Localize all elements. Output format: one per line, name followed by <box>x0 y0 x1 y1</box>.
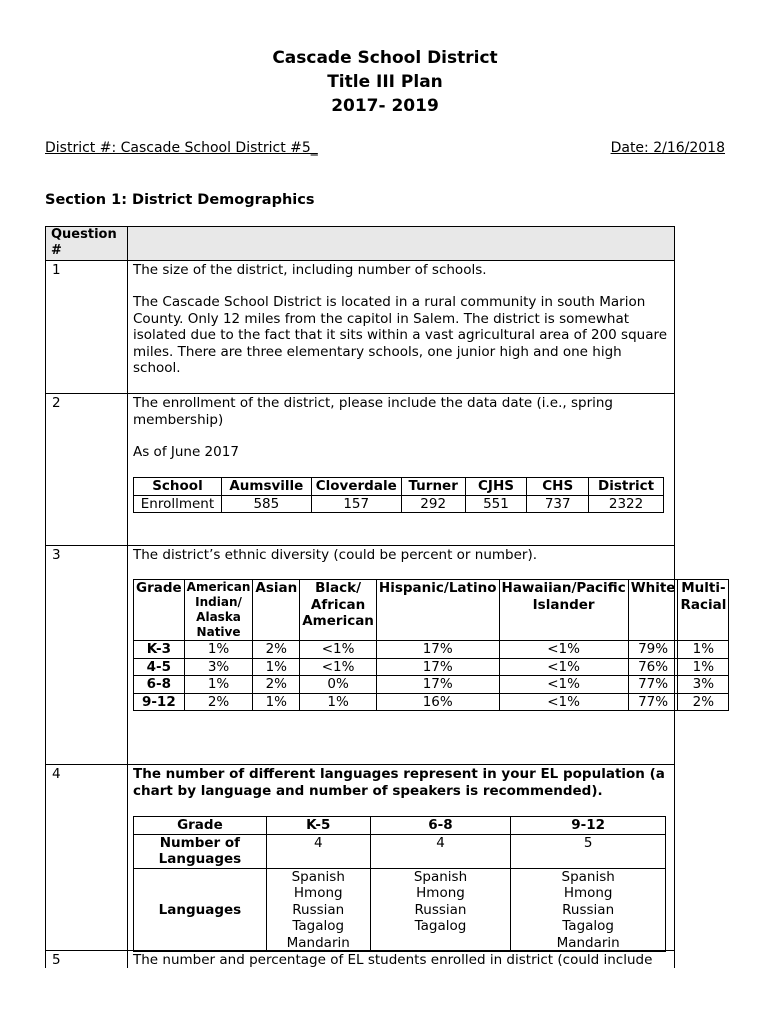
enrollment-table <box>133 477 664 513</box>
header-k5: K-5 <box>266 817 370 835</box>
ethnicity-value: 17% <box>376 641 499 659</box>
language-item: Russian <box>292 901 345 918</box>
header-american-indian: American Indian/ Alaska Native <box>184 580 253 641</box>
languages-list-k5 <box>266 868 370 952</box>
ethnicity-value: 17% <box>376 676 499 694</box>
language-item: Spanish <box>561 868 615 885</box>
document-date: Date: 2/16/2018 <box>610 140 725 156</box>
ethnicity-value: <1% <box>499 658 628 676</box>
grade-label: 9-12 <box>134 693 185 711</box>
languages-header-row <box>134 817 666 835</box>
header-6-8: 6-8 <box>370 817 511 835</box>
header-school: School <box>134 478 222 496</box>
ethnicity-value: <1% <box>499 641 628 659</box>
languages-list-6-8 <box>370 868 511 952</box>
question-2-number: 2 <box>52 395 61 411</box>
ethnicity-value: 0% <box>300 676 377 694</box>
ethnicity-value: 1% <box>253 693 300 711</box>
language-item: Russian <box>414 901 467 918</box>
header-grade: Grade <box>134 580 185 641</box>
question-1-answer: The Cascade School District is located in a rural community in south Marion County. Only 12 miles from the capitol in Salem. The district is somewhat isolated due to the fact that it sits within a vast agricultural area of 200 square miles. There are three elementary schools, one junior high and one high school. <box>133 294 668 376</box>
document-title: Cascade School District <box>272 48 498 68</box>
header-turner: Turner <box>401 478 465 496</box>
languages-row <box>134 868 666 952</box>
question-4-text: The number of different languages represent in your EL population (a chart by language and number of speakers is recommended). <box>133 766 665 799</box>
ethnicity-value: <1% <box>499 676 628 694</box>
language-item: Russian <box>562 901 615 918</box>
ethnicity-value: <1% <box>499 693 628 711</box>
row-divider-1 <box>45 260 675 261</box>
question-header-row <box>46 227 674 260</box>
frame-divider <box>127 226 128 968</box>
language-item: Tagalog <box>292 918 345 934</box>
question-1-number: 1 <box>52 262 61 278</box>
language-item: Hmong <box>563 885 613 901</box>
header-white: White <box>628 580 678 641</box>
frame-left <box>45 226 46 968</box>
question-4-number: 4 <box>52 766 61 782</box>
question-5-text: The number and percentage of EL students enrolled in district (could include <box>133 952 653 968</box>
language-count: 5 <box>511 834 666 868</box>
language-item: Spanish <box>413 868 468 885</box>
header-multi-racial: Multi-Racial <box>678 580 729 641</box>
ethnicity-row <box>134 641 729 659</box>
enrollment-value: 2322 <box>589 495 664 513</box>
header-district: District <box>589 478 664 496</box>
grade-label: 4-5 <box>134 658 185 676</box>
question-1-text: The size of the district, including number of schools. <box>133 262 487 278</box>
district-number: District #: Cascade School District #5_ <box>45 140 318 156</box>
ethnicity-value: 1% <box>184 641 253 659</box>
languages-list-9-12 <box>511 868 666 952</box>
language-count-row <box>134 834 666 868</box>
language-item: Mandarin <box>286 934 350 951</box>
enrollment-header-row <box>134 478 664 496</box>
ethnicity-value: 3% <box>184 658 253 676</box>
ethnicity-value: 2% <box>678 693 729 711</box>
header-black: Black/ African American <box>300 580 377 641</box>
ethnicity-value: 2% <box>184 693 253 711</box>
ethnicity-value: 1% <box>678 641 729 659</box>
row-divider-4 <box>45 764 675 765</box>
header-cjhs: CJHS <box>465 478 527 496</box>
ethnicity-value: 77% <box>628 676 678 694</box>
ethnicity-value: 17% <box>376 658 499 676</box>
header-cloverdale: Cloverdale <box>311 478 401 496</box>
question-2-text: The enrollment of the district, please include the data date (i.e., spring membership) <box>133 395 613 428</box>
enrollment-value: 551 <box>465 495 527 513</box>
question-3-number: 3 <box>52 547 61 563</box>
question-number-header: Question # <box>51 227 117 258</box>
header-grade: Grade <box>134 817 267 835</box>
header-hispanic: Hispanic/Latino <box>376 580 499 641</box>
ethnicity-value: 1% <box>300 693 377 711</box>
ethnicity-value: 79% <box>628 641 678 659</box>
header-9-12: 9-12 <box>511 817 666 835</box>
language-item: Tagalog <box>414 918 467 934</box>
language-count: 4 <box>370 834 511 868</box>
row-divider-2 <box>45 393 675 394</box>
question-5-number: 5 <box>52 952 61 968</box>
language-item: Spanish <box>291 868 345 885</box>
ethnicity-value: 16% <box>376 693 499 711</box>
question-2-asof: As of June 2017 <box>133 444 239 460</box>
question-3-text: The district’s ethnic diversity (could be percent or number). <box>133 547 538 563</box>
enrollment-label: Enrollment <box>134 495 222 513</box>
languages-table <box>133 816 666 952</box>
ethnicity-value: 2% <box>253 641 300 659</box>
grade-label: 6-8 <box>134 676 185 694</box>
enrollment-row <box>134 495 664 513</box>
ethnicity-value: 77% <box>628 693 678 711</box>
language-item: Mandarin <box>556 934 620 951</box>
language-item: Hmong <box>416 885 465 901</box>
ethnicity-value: 2% <box>253 676 300 694</box>
ethnicity-value: 3% <box>678 676 729 694</box>
ethnicity-value: 1% <box>184 676 253 694</box>
frame-top <box>45 226 675 227</box>
ethnicity-row <box>134 693 729 711</box>
ethnicity-table <box>133 579 729 711</box>
ethnicity-row <box>134 658 729 676</box>
grade-label: K-3 <box>134 641 185 659</box>
enrollment-value: 292 <box>401 495 465 513</box>
header-chs: CHS <box>527 478 589 496</box>
ethnicity-value: 76% <box>628 658 678 676</box>
language-item: Tagalog <box>562 918 615 934</box>
plan-title: Title III Plan <box>327 72 443 92</box>
enrollment-value: 737 <box>527 495 589 513</box>
header-pacific-islander: Hawaiian/Pacific Islander <box>499 580 628 641</box>
ethnicity-row <box>134 676 729 694</box>
enrollment-value: 585 <box>221 495 311 513</box>
ethnicity-value: <1% <box>300 658 377 676</box>
languages-label: Languages <box>134 868 267 952</box>
language-count-label: Number of Languages <box>134 834 267 868</box>
enrollment-value: 157 <box>311 495 401 513</box>
language-item: Hmong <box>293 885 343 901</box>
language-count: 4 <box>266 834 370 868</box>
section-title: Section 1: District Demographics <box>45 192 315 208</box>
plan-years: 2017- 2019 <box>331 96 439 116</box>
row-divider-3 <box>45 545 675 546</box>
header-asian: Asian <box>253 580 300 641</box>
ethnicity-value: <1% <box>300 641 377 659</box>
ethnicity-header-row <box>134 580 729 641</box>
ethnicity-value: 1% <box>678 658 729 676</box>
ethnicity-value: 1% <box>253 658 300 676</box>
header-aumsville: Aumsville <box>221 478 311 496</box>
